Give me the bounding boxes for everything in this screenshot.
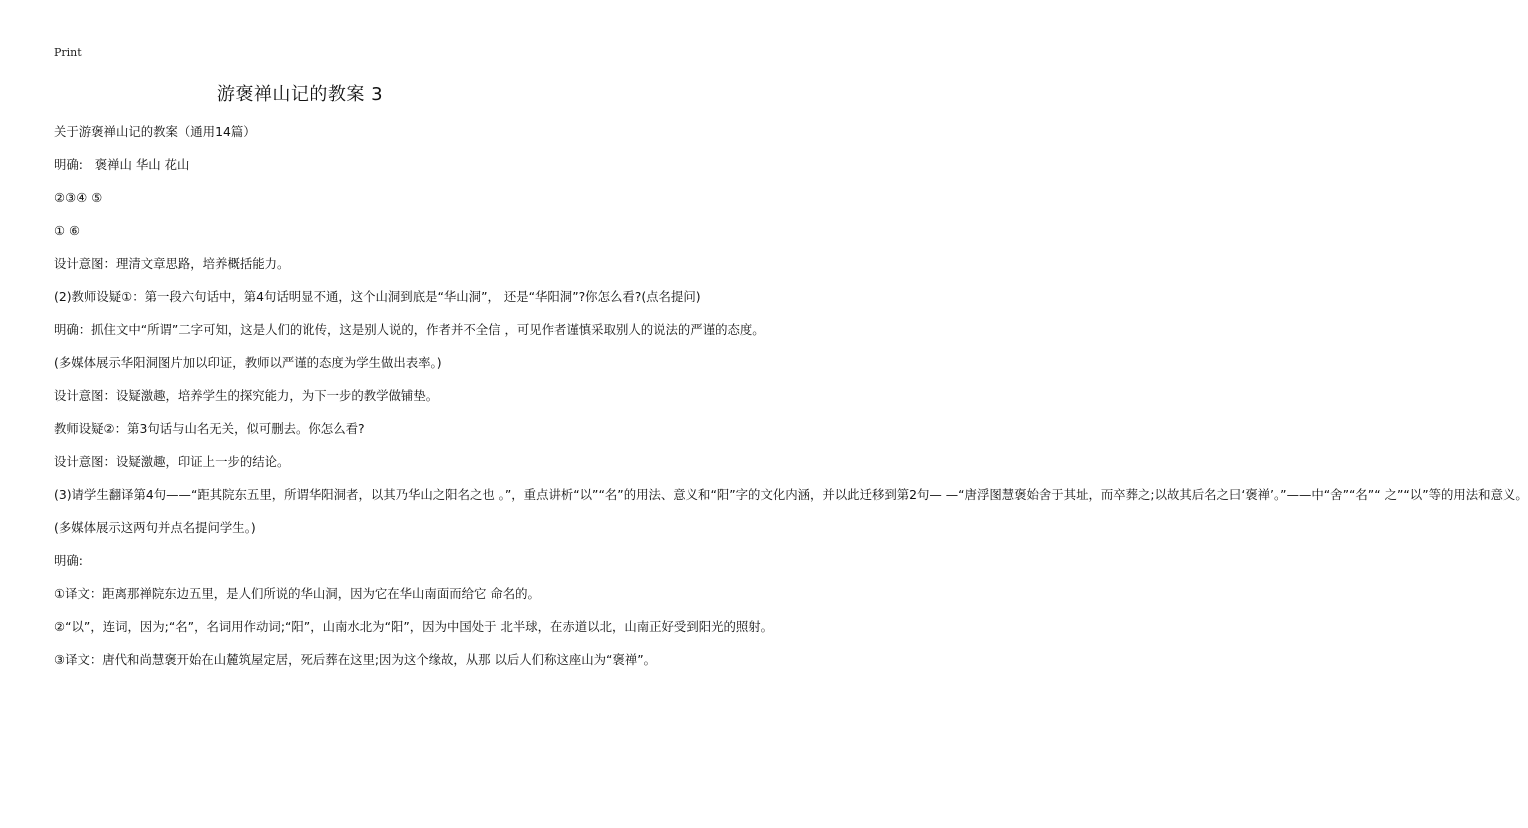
document-body xyxy=(54,122,1528,683)
paragraph-answer-1: ①译文：距离那禅院东边五里，是人们所说的华山洞，因为它在华山南面而给它 命名的。 xyxy=(54,586,540,601)
paragraph-design-intent-3: 设计意图：设疑激趣，印证上一步的结论。 xyxy=(54,454,290,469)
paragraph-teacher-question-1: (2)教师设疑①：第一段六句话中，第4句话明显不通，这个山洞到底是“华山洞”， 还是“华阳洞”?你怎么看?(点名提问) xyxy=(54,289,701,304)
paragraph-clarify-2: 明确：抓住文中“所谓”二字可知，这是人们的讹传，这是别人说的，作者并不全信 ，可见作者谨慎采取别人的说法的严谨的态度。 xyxy=(54,322,765,337)
paragraph-clarify-names: 明确: 褒禅山 华山 花山 xyxy=(54,157,190,172)
paragraph-answer-3: ③译文：唐代和尚慧褒开始在山麓筑屋定居，死后葬在这里;因为这个缘故，从那 以后人们称这座山为“褒禅”。 xyxy=(54,652,657,667)
paragraph-design-intent-1: 设计意图：理清文章思路，培养概括能力。 xyxy=(54,256,290,271)
paragraph-numbers-1: ②③④ ⑤ xyxy=(54,190,103,205)
print-label[interactable]: Print xyxy=(54,46,82,59)
paragraph-intro: 关于游褒禅山记的教案（通用14篇） xyxy=(54,124,256,139)
paragraph-design-intent-2: 设计意图：设疑激趣，培养学生的探究能力，为下一步的教学做铺垫。 xyxy=(54,388,439,403)
paragraph-answer-2: ②“以”，连词，因为;“名”，名词用作动词;“阳”，山南水北为“阳”，因为中国处于 北半球，在赤道以北，山南正好受到阳光的照射。 xyxy=(54,619,774,634)
paragraph-multimedia-2: (多媒体展示这两句并点名提问学生。) xyxy=(54,520,256,535)
page-title: 游褒禅山记的教案 3 xyxy=(216,84,384,105)
paragraph-numbers-2: ① ⑥ xyxy=(54,223,81,238)
paragraph-translation-task: (3)请学生翻译第4句——“距其院东五里，所谓华阳洞者，以其乃华山之阳名之也 。”，重点讲析“以”“名”的用法、意义和“阳”字的文化内涵，并以此迁移到第2句— —“唐浮图慧褒始舍于其址，而卒葬之;以故其后名之曰‘褒禅’。”——中“舍”“名”“ 之”“以”等的用法和意义。 xyxy=(54,487,1528,502)
paragraph-clarify-3: 明确: xyxy=(54,553,83,568)
paragraph-multimedia-1: (多媒体展示华阳洞图片加以印证，教师以严谨的态度为学生做出表率。) xyxy=(54,355,442,370)
paragraph-teacher-question-2: 教师设疑②：第3句话与山名无关，似可删去。你怎么看? xyxy=(54,421,365,436)
